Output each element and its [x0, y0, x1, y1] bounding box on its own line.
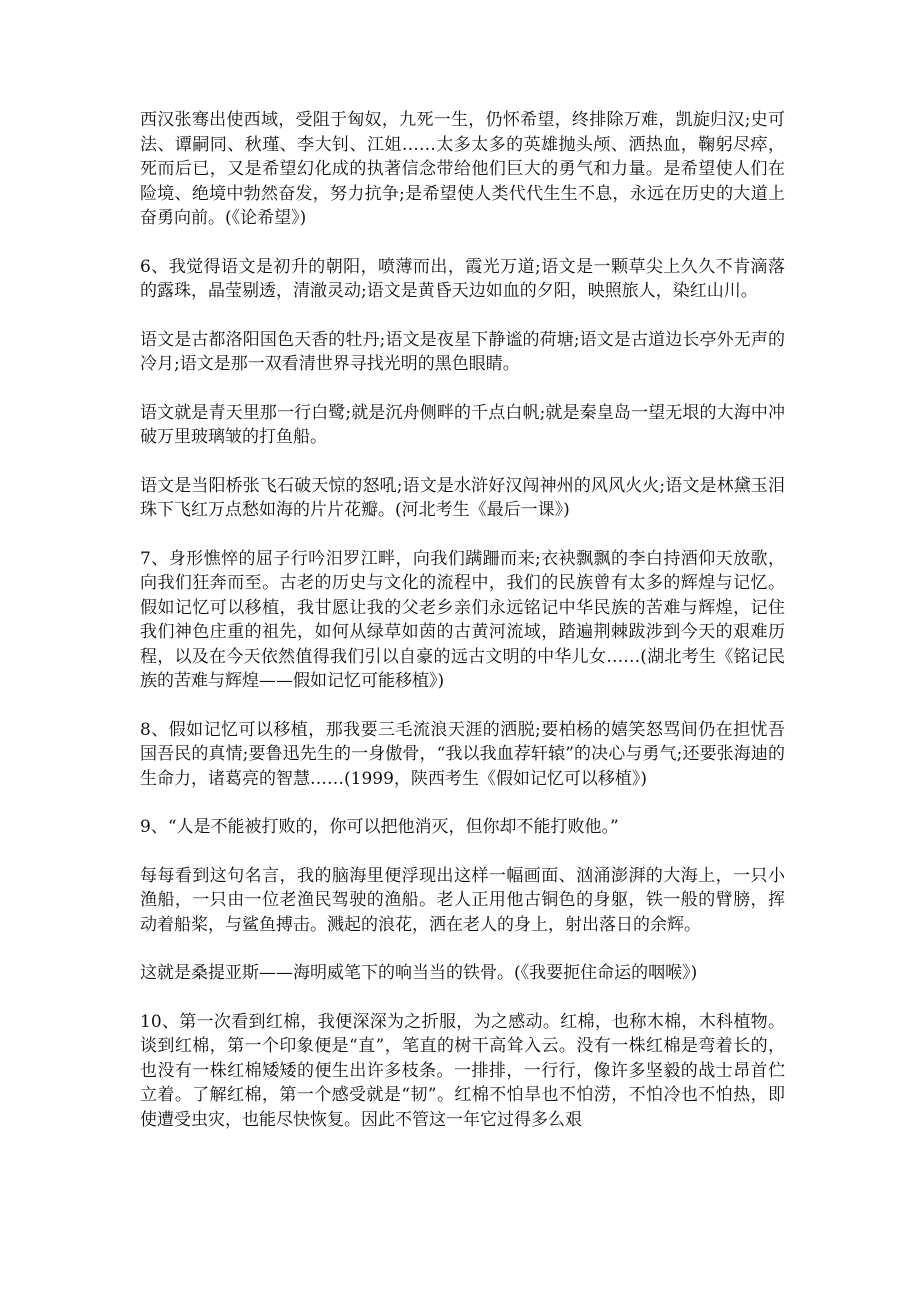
paragraph-5: 语文是当阳桥张飞石破天惊的怒吼;语文是水浒好汉闯神州的风风火火;语文是林黛玉泪珠下飞红万点愁如海的片片花瓣。(河北考生《最后一课》)	[140, 475, 785, 520]
paragraph-10: 这就是桑提亚斯——海明威笔下的响当当的铁骨。(《我要扼住命运的咽喉》)	[140, 963, 698, 983]
document-body	[140, 108, 785, 1156]
paragraph-7: 8、假如记忆可以移植，那我要三毛流浪天涯的洒脱;要柏杨的嬉笑怒骂间仍在担忧吾国吾民的真情;要鲁迅先生的一身傲骨，“我以我血荐轩辕”的决心与勇气;还要张海迪的生命力，诸葛亮的智慧……(1999，陕西考生《假如记忆可以移植》)	[140, 719, 785, 789]
paragraph-6: 7、身形憔悴的屈子行吟汨罗江畔，向我们蹒跚而来;衣袂飘飘的李白持酒仰天放歌，向我们狂奔而至。古老的历史与文化的流程中，我们的民族曾有太多的辉煌与记忆。假如记忆可以移植，我甘愿让我的父老乡亲们永远铭记中华民族的苦难与辉煌，记住我们神色庄重的祖先，如何从绿草如茵的古黄河流域，踏遍荆棘跋涉到今天的艰难历程，以及在今天依然值得我们引以自豪的远古文明的中华儿女……(湖北考生《铭记民族的苦难与辉煌——假如记忆可能移植》)	[140, 548, 785, 691]
paragraph-1: 西汉张骞出使西域，受阻于匈奴，九死一生，仍怀希望，终排除万难，凯旋归汉;史可法、谭嗣同、秋瑾、李大钊、江姐……太多太多的英雄抛头颅、洒热血，鞠躬尽瘁，死而后已，又是希望幻化成的执著信念带给他们巨大的勇气和力量。是希望使人们在险境、绝境中勃然奋发，努力抗争;是希望使人类代代生生不息，永远在历史的大道上奋勇向前。(《论希望》)	[140, 110, 785, 228]
paragraph-9: 每每看到这句名言，我的脑海里便浮现出这样一幅画面、汹涌澎湃的大海上，一只小渔船，一只由一位老渔民驾驶的渔船。老人正用他古铜色的身躯，铁一般的臂膀，挥动着船桨，与鲨鱼搏击。溅起的浪花，洒在老人的身上，射出落日的余辉。	[140, 865, 785, 935]
paragraph-4: 语文就是青天里那一行白鹭;就是沉舟侧畔的千点白帆;就是秦皇岛一望无垠的大海中冲破万里玻璃皱的打鱼船。	[140, 402, 785, 447]
paragraph-8: 9、“人是不能被打败的，你可以把他消灭，但你却不能打败他。”	[140, 817, 619, 837]
paragraph-11: 10、第一次看到红棉，我便深深为之折服，为之感动。红棉，也称木棉，木科植物。谈到红棉，第一个印象便是“直”，笔直的树干高耸入云。没有一株红棉是弯着长的，也没有一株红棉矮矮的便生出许多枝条。一排排，一行行，像许多坚毅的战士昂首伫立着。了解红棉，第一个感受就是“韧”。红棉不怕旱也不怕涝，不怕冷也不怕热，即使遭受虫灾，也能尽快恢复。因此不管这一年它过得多么艰	[140, 1011, 785, 1130]
paragraph-2: 6、我觉得语文是初升的朝阳，喷薄而出，霞光万道;语文是一颗草尖上久久不肯滴落的露珠，晶莹剔透，清澈灵动;语文是黄昏天边如血的夕阳，映照旅人，染红山川。	[140, 256, 785, 301]
paragraph-3: 语文是古都洛阳国色天香的牡丹;语文是夜星下静谧的荷塘;语文是古道边长亭外无声的冷月;语文是那一双看清世界寻找光明的黑色眼睛。	[140, 329, 785, 374]
